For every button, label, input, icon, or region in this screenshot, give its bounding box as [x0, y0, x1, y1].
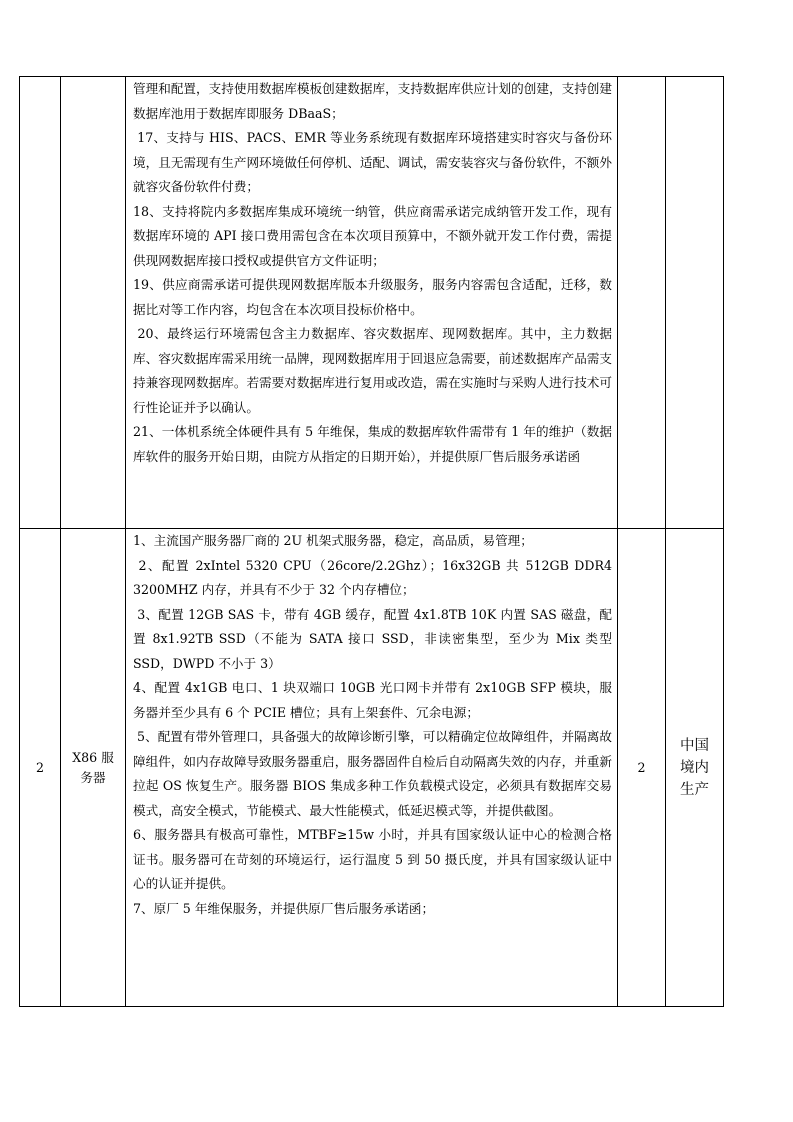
spec-paragraph: 20、最终运行环境需包含主力数据库、容灾数据库、现网数据库。其中，主力数据库、容灾数据库需采用统一品牌，现网数据库用于回退应急需要，前述数据库产品需支持兼容现网数据库。若需要对数据库进行复用或改造，需在实施时与采购人进行技术可行性论证并予以确认。 — [133, 326, 612, 415]
spec-paragraph: 3、配置 12GB SAS 卡，带有 4GB 缓存，配置 4x1.8TB 10K 内置 SAS 磁盘，配置 8x1.92TB SSD（不能为 SATA 接口 SSD，非读密集型，至少为 Mix 类型 SSD，DWPD 不小于 3） — [133, 606, 612, 671]
item-quantity — [618, 77, 666, 529]
item-origin — [666, 77, 724, 529]
item-name — [61, 77, 126, 529]
item-name-line: X86 服 — [72, 749, 114, 765]
spec-table — [19, 76, 724, 1007]
spec-paragraph: 2、配置 2xIntel 5320 CPU（26core/2.2Ghz）；16x32GB 共 512GB DDR4 3200MHZ 内存，并具有不少于 32 个内存槽位； — [133, 557, 612, 597]
item-name-line: 务器 — [80, 769, 106, 785]
item-specification — [126, 529, 618, 1007]
spec-paragraph: 管理和配置，支持使用数据库模板创建数据库，支持数据库供应计划的创建，支持创建数据库池用于数据库即服务 DBaaS； — [133, 81, 612, 121]
item-origin — [666, 529, 724, 1007]
item-quantity: 2 — [618, 529, 666, 1007]
item-origin-line: 生产 — [680, 781, 709, 798]
item-origin-line: 中国 — [680, 737, 709, 754]
item-specification — [126, 77, 618, 529]
spec-paragraph: 18、支持将院内多数据库集成环境统一纳管，供应商需承诺完成纳管开发工作，现有数据库环境的 API 接口费用需包含在本次项目预算中，不额外就开发工作付费，需提供现网数据库接口授权或提供官方文件证明； — [133, 203, 612, 268]
item-number: 2 — [20, 529, 61, 1007]
spec-paragraph: 6、服务器具有极高可靠性，MTBF≥15w 小时，并具有国家级认证中心的检测合格证书。服务器可在苛刻的环境运行，运行温度 5 到 50 摄氏度，并具有国家级认证中心的认证并提供。 — [133, 827, 612, 891]
spec-paragraph: 5、配置有带外管理口，具备强大的故障诊断引擎，可以精确定位故障组件，并隔离故障组件，如内存故障导致服务器重启，服务器固件自检后自动隔离失效的内存，并重新拉起 OS 恢复生产。服务器 BIOS 集成多种工作负载模式设定，必须具有数据库交易模式，高安全模式，节能模式、最大性能模式，低延迟模式等，并提供截图。 — [133, 729, 612, 818]
item-name — [61, 529, 126, 1007]
spec-paragraph: 1、主流国产服务器厂商的 2U 机架式服务器，稳定，高品质，易管理； — [133, 533, 533, 548]
table-row — [20, 529, 724, 1007]
spec-paragraph: 7、原厂 5 年维保服务，并提供原厂售后服务承诺函； — [133, 900, 435, 916]
table-row — [20, 77, 724, 529]
spec-paragraph: 21、一体机系统全体硬件具有 5 年维保，集成的数据库软件需带有 1 年的维护（数据库软件的服务开始日期，由院方从指定的日期开始），并提供原厂售后服务承诺函 — [133, 424, 612, 464]
spec-paragraph: 17、支持与 HIS、PACS、EMR 等业务系统现有数据库环境搭建实时容灾与备份环境，且无需现有生产网环境做任何停机、适配、调试，需安装容灾与备份软件，不额外就容灾备份软件付费； — [133, 130, 612, 194]
spec-paragraph: 19、供应商需承诺可提供现网数据库版本升级服务，服务内容需包含适配，迁移，数据比对等工作内容，均包含在本次项目投标价格中。 — [133, 277, 612, 317]
spec-paragraph: 4、配置 4x1GB 电口、1 块双端口 10GB 光口网卡并带有 2x10GB SFP 模块，服务器并至少具有 6 个 PCIE 槽位；具有上架套件、冗余电源； — [133, 680, 612, 720]
item-origin-line: 境内 — [680, 759, 709, 776]
item-number — [20, 77, 61, 529]
